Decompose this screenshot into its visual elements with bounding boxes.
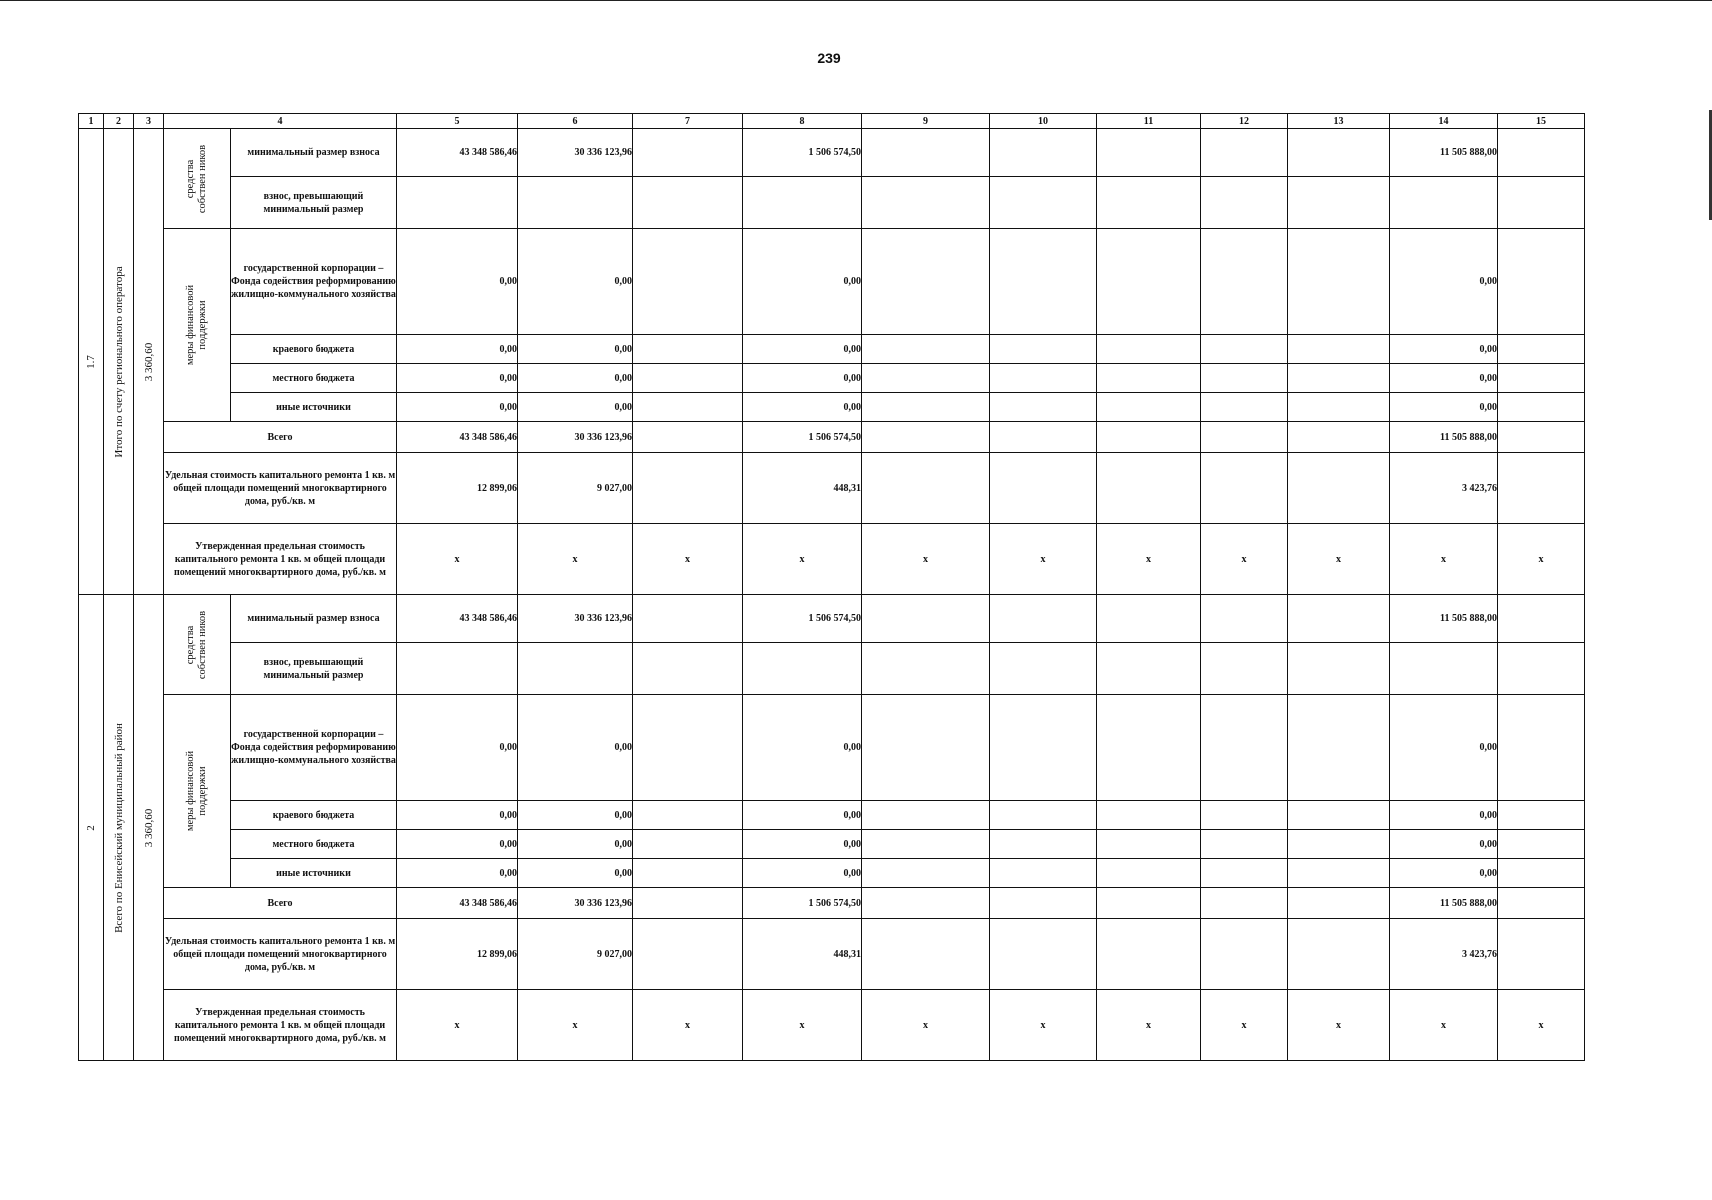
value-cell (1498, 595, 1585, 643)
table-row (79, 643, 1585, 695)
limit-cost-label: Утвержденная предельная стоимость капитального ремонта 1 кв. м общей площади помещений многоквартирного дома, руб./кв. м (164, 524, 397, 595)
value-cell: 0,00 (1390, 695, 1498, 801)
value-cell (633, 453, 743, 524)
limit-mark: х (518, 524, 633, 595)
value-cell (1288, 643, 1390, 695)
value-cell: 0,00 (518, 393, 633, 422)
fund-label: государственной корпорации – Фонда содействия реформированию жилищно-коммунального хозяйства (231, 695, 397, 801)
value-cell: 0,00 (1390, 801, 1498, 830)
value-cell (862, 859, 990, 888)
value-cell (990, 695, 1097, 801)
value-cell (1201, 595, 1288, 643)
support-measures-group (164, 229, 231, 422)
table-row (79, 129, 1585, 177)
value-cell (1288, 859, 1390, 888)
value-cell (1288, 453, 1390, 524)
value-cell (1201, 919, 1288, 990)
value-cell: 12 899,06 (397, 919, 518, 990)
value-cell (862, 595, 990, 643)
table-row (79, 990, 1585, 1061)
value-cell: 0,00 (743, 393, 862, 422)
limit-mark: х (862, 990, 990, 1061)
value-cell (633, 177, 743, 229)
limit-mark: х (1390, 990, 1498, 1061)
limit-mark: х (1288, 524, 1390, 595)
col-header: 5 (397, 114, 518, 129)
value-cell (633, 859, 743, 888)
value-cell (397, 643, 518, 695)
value-cell (1498, 859, 1585, 888)
value-cell (1288, 335, 1390, 364)
block-title-cell (104, 129, 134, 595)
value-cell: 0,00 (397, 801, 518, 830)
value-cell: 0,00 (1390, 364, 1498, 393)
value-cell (1097, 422, 1201, 453)
value-cell (1097, 393, 1201, 422)
value-cell (1201, 229, 1288, 335)
value-cell (1097, 830, 1201, 859)
value-cell: 0,00 (518, 830, 633, 859)
value-cell (862, 919, 990, 990)
value-cell (1288, 129, 1390, 177)
block-title: Итого по счету регионального оператора (112, 265, 125, 458)
value-cell (633, 801, 743, 830)
value-cell: 9 027,00 (518, 919, 633, 990)
table-row (79, 422, 1585, 453)
owner-funds-label: средства собствен ников (185, 144, 208, 213)
value-cell: 0,00 (743, 859, 862, 888)
value-cell (990, 801, 1097, 830)
limit-mark: х (633, 990, 743, 1061)
support-measures-label: меры финансовой поддержки (185, 750, 208, 832)
value-cell (518, 177, 633, 229)
limit-mark: х (1498, 524, 1585, 595)
value-cell (862, 422, 990, 453)
col-header: 1 (79, 114, 104, 129)
area-cell (134, 595, 164, 1061)
value-cell (990, 888, 1097, 919)
value-cell (633, 643, 743, 695)
limit-mark: х (1201, 524, 1288, 595)
value-cell (1288, 919, 1390, 990)
value-cell: 11 505 888,00 (1390, 129, 1498, 177)
value-cell: 0,00 (1390, 830, 1498, 859)
value-cell (1498, 695, 1585, 801)
col-header: 15 (1498, 114, 1585, 129)
value-cell (1498, 364, 1585, 393)
value-cell (1201, 364, 1288, 393)
value-cell (743, 643, 862, 695)
value-cell: 0,00 (743, 229, 862, 335)
value-cell (633, 830, 743, 859)
value-cell: 0,00 (1390, 229, 1498, 335)
total-label: Всего (164, 888, 397, 919)
limit-mark: х (1288, 990, 1390, 1061)
limit-mark: х (1097, 524, 1201, 595)
value-cell (1498, 393, 1585, 422)
value-cell (1201, 830, 1288, 859)
limit-mark: х (1097, 990, 1201, 1061)
value-cell (990, 453, 1097, 524)
area-value: 3 360,60 (142, 808, 155, 847)
row-number-cell (79, 595, 104, 1061)
value-cell (1288, 229, 1390, 335)
value-cell (397, 177, 518, 229)
limit-mark: х (633, 524, 743, 595)
value-cell (990, 335, 1097, 364)
col-header: 3 (134, 114, 164, 129)
value-cell (1097, 129, 1201, 177)
value-cell: 0,00 (1390, 859, 1498, 888)
value-cell (1288, 830, 1390, 859)
col-header: 13 (1288, 114, 1390, 129)
value-cell (990, 595, 1097, 643)
row-number: 1.7 (85, 354, 97, 369)
value-cell (1498, 335, 1585, 364)
owner-funds-label: средства собствен ников (185, 610, 208, 679)
column-number-row (79, 114, 1585, 129)
value-cell (1097, 229, 1201, 335)
value-cell (1288, 595, 1390, 643)
other-sources-label: иные источники (231, 393, 397, 422)
value-cell: 0,00 (743, 801, 862, 830)
value-cell: 30 336 123,96 (518, 888, 633, 919)
value-cell: 43 348 586,46 (397, 888, 518, 919)
limit-mark: х (397, 524, 518, 595)
value-cell (1097, 453, 1201, 524)
value-cell (1097, 335, 1201, 364)
table-row (79, 393, 1585, 422)
area-cell (134, 129, 164, 595)
value-cell (990, 422, 1097, 453)
value-cell: 11 505 888,00 (1390, 595, 1498, 643)
value-cell: 30 336 123,96 (518, 422, 633, 453)
value-cell: 448,31 (743, 453, 862, 524)
value-cell (633, 335, 743, 364)
capital-repair-table (78, 113, 1585, 1061)
owner-funds-group (164, 129, 231, 229)
value-cell (990, 393, 1097, 422)
limit-mark: х (1201, 990, 1288, 1061)
value-cell: 30 336 123,96 (518, 129, 633, 177)
value-cell: 43 348 586,46 (397, 422, 518, 453)
page-number: 239 (817, 50, 841, 66)
value-cell (633, 229, 743, 335)
value-cell (1097, 695, 1201, 801)
value-cell (1201, 801, 1288, 830)
value-cell (990, 229, 1097, 335)
over-min-label: взнос, превышающий минимальный размер (231, 643, 397, 695)
total-label: Всего (164, 422, 397, 453)
value-cell: 0,00 (743, 335, 862, 364)
value-cell (1288, 695, 1390, 801)
value-cell (1201, 859, 1288, 888)
value-cell (1201, 643, 1288, 695)
value-cell: 0,00 (1390, 335, 1498, 364)
value-cell (990, 643, 1097, 695)
value-cell: 43 348 586,46 (397, 129, 518, 177)
value-cell (1288, 888, 1390, 919)
limit-mark: х (990, 990, 1097, 1061)
value-cell (1498, 643, 1585, 695)
value-cell (990, 364, 1097, 393)
value-cell (1201, 177, 1288, 229)
col-header: 4 (164, 114, 397, 129)
table-row (79, 919, 1585, 990)
row-number-cell (79, 129, 104, 595)
limit-mark: х (1498, 990, 1585, 1061)
table-row (79, 177, 1585, 229)
value-cell (1201, 453, 1288, 524)
table-row (79, 888, 1585, 919)
limit-mark: х (1390, 524, 1498, 595)
value-cell (633, 393, 743, 422)
value-cell (1288, 422, 1390, 453)
value-cell: 0,00 (397, 695, 518, 801)
value-cell (1498, 453, 1585, 524)
value-cell (1201, 422, 1288, 453)
value-cell: 0,00 (397, 229, 518, 335)
value-cell: 1 506 574,50 (743, 129, 862, 177)
value-cell (1097, 919, 1201, 990)
value-cell: 12 899,06 (397, 453, 518, 524)
value-cell (1498, 177, 1585, 229)
value-cell (633, 595, 743, 643)
value-cell (518, 643, 633, 695)
value-cell: 3 423,76 (1390, 453, 1498, 524)
value-cell (862, 364, 990, 393)
value-cell: 0,00 (518, 801, 633, 830)
support-measures-group (164, 695, 231, 888)
limit-mark: х (862, 524, 990, 595)
table-row (79, 695, 1585, 801)
value-cell: 1 506 574,50 (743, 422, 862, 453)
value-cell (1390, 643, 1498, 695)
area-value: 3 360,60 (142, 342, 155, 381)
unit-cost-label: Удельная стоимость капитального ремонта 1 кв. м общей площади помещений многоквартирного дома, руб./кв. м (164, 919, 397, 990)
value-cell: 1 506 574,50 (743, 595, 862, 643)
table-row (79, 595, 1585, 643)
table-row (79, 364, 1585, 393)
min-contribution-label: минимальный размер взноса (231, 129, 397, 177)
unit-cost-label: Удельная стоимость капитального ремонта 1 кв. м общей площади помещений многоквартирного дома, руб./кв. м (164, 453, 397, 524)
col-header: 7 (633, 114, 743, 129)
local-budget-label: местного бюджета (231, 830, 397, 859)
value-cell: 43 348 586,46 (397, 595, 518, 643)
value-cell: 448,31 (743, 919, 862, 990)
value-cell (1288, 364, 1390, 393)
value-cell (633, 364, 743, 393)
col-header: 8 (743, 114, 862, 129)
value-cell (1097, 595, 1201, 643)
value-cell: 3 423,76 (1390, 919, 1498, 990)
value-cell: 0,00 (1390, 393, 1498, 422)
min-contribution-label: минимальный размер взноса (231, 595, 397, 643)
table-row (79, 801, 1585, 830)
value-cell (990, 859, 1097, 888)
other-sources-label: иные источники (231, 859, 397, 888)
value-cell (633, 129, 743, 177)
table-row (79, 859, 1585, 888)
col-header: 10 (990, 114, 1097, 129)
value-cell (990, 830, 1097, 859)
value-cell (1498, 229, 1585, 335)
owner-funds-group (164, 595, 231, 695)
value-cell: 0,00 (518, 335, 633, 364)
table-row (79, 335, 1585, 364)
value-cell (990, 129, 1097, 177)
value-cell (990, 919, 1097, 990)
value-cell: 0,00 (397, 364, 518, 393)
value-cell (1201, 888, 1288, 919)
value-cell: 0,00 (518, 859, 633, 888)
limit-mark: х (518, 990, 633, 1061)
value-cell (1288, 801, 1390, 830)
value-cell (1097, 364, 1201, 393)
value-cell (1097, 859, 1201, 888)
col-header: 2 (104, 114, 134, 129)
value-cell: 0,00 (518, 364, 633, 393)
value-cell (862, 229, 990, 335)
value-cell: 0,00 (397, 335, 518, 364)
value-cell: 11 505 888,00 (1390, 888, 1498, 919)
table-row (79, 524, 1585, 595)
value-cell (1498, 919, 1585, 990)
value-cell (1097, 177, 1201, 229)
value-cell (862, 643, 990, 695)
block-title-cell (104, 595, 134, 1061)
value-cell (1498, 830, 1585, 859)
col-header: 9 (862, 114, 990, 129)
value-cell (1498, 888, 1585, 919)
scan-top-border (0, 0, 1712, 1)
value-cell (1498, 129, 1585, 177)
local-budget-label: местного бюджета (231, 364, 397, 393)
value-cell (1498, 801, 1585, 830)
col-header: 6 (518, 114, 633, 129)
value-cell: 9 027,00 (518, 453, 633, 524)
value-cell (633, 695, 743, 801)
limit-mark: х (743, 524, 862, 595)
value-cell (743, 177, 862, 229)
fund-label: государственной корпорации – Фонда содействия реформированию жилищно-коммунального хозяйства (231, 229, 397, 335)
value-cell: 0,00 (397, 393, 518, 422)
limit-mark: х (743, 990, 862, 1061)
table-row (79, 229, 1585, 335)
value-cell (1288, 177, 1390, 229)
value-cell (1288, 393, 1390, 422)
value-cell (862, 129, 990, 177)
regional-budget-label: краевого бюджета (231, 335, 397, 364)
value-cell: 1 506 574,50 (743, 888, 862, 919)
value-cell: 0,00 (397, 859, 518, 888)
value-cell (1097, 888, 1201, 919)
value-cell (862, 177, 990, 229)
value-cell: 0,00 (518, 695, 633, 801)
value-cell (1201, 129, 1288, 177)
value-cell (633, 422, 743, 453)
over-min-label: взнос, превышающий минимальный размер (231, 177, 397, 229)
row-number: 2 (85, 824, 97, 831)
value-cell (1201, 393, 1288, 422)
value-cell (1201, 695, 1288, 801)
value-cell (862, 888, 990, 919)
value-cell (1201, 335, 1288, 364)
value-cell: 0,00 (743, 830, 862, 859)
value-cell (1390, 177, 1498, 229)
value-cell (990, 177, 1097, 229)
value-cell (1097, 801, 1201, 830)
value-cell: 11 505 888,00 (1390, 422, 1498, 453)
value-cell: 30 336 123,96 (518, 595, 633, 643)
limit-mark: х (990, 524, 1097, 595)
value-cell (862, 453, 990, 524)
limit-cost-label: Утвержденная предельная стоимость капитального ремонта 1 кв. м общей площади помещений многоквартирного дома, руб./кв. м (164, 990, 397, 1061)
value-cell: 0,00 (518, 229, 633, 335)
support-measures-label: меры финансовой поддержки (185, 284, 208, 366)
limit-mark: х (397, 990, 518, 1061)
value-cell (862, 695, 990, 801)
value-cell (1097, 643, 1201, 695)
col-header: 11 (1097, 114, 1201, 129)
value-cell (862, 393, 990, 422)
col-header: 14 (1390, 114, 1498, 129)
table-row (79, 830, 1585, 859)
col-header: 12 (1201, 114, 1288, 129)
value-cell: 0,00 (743, 364, 862, 393)
value-cell (862, 335, 990, 364)
regional-budget-label: краевого бюджета (231, 801, 397, 830)
value-cell (1498, 422, 1585, 453)
value-cell: 0,00 (743, 695, 862, 801)
value-cell (633, 888, 743, 919)
value-cell (862, 801, 990, 830)
value-cell: 0,00 (397, 830, 518, 859)
table-row (79, 453, 1585, 524)
value-cell (862, 830, 990, 859)
block-title: Всего по Енисейский муниципальный район (112, 722, 125, 933)
value-cell (633, 919, 743, 990)
